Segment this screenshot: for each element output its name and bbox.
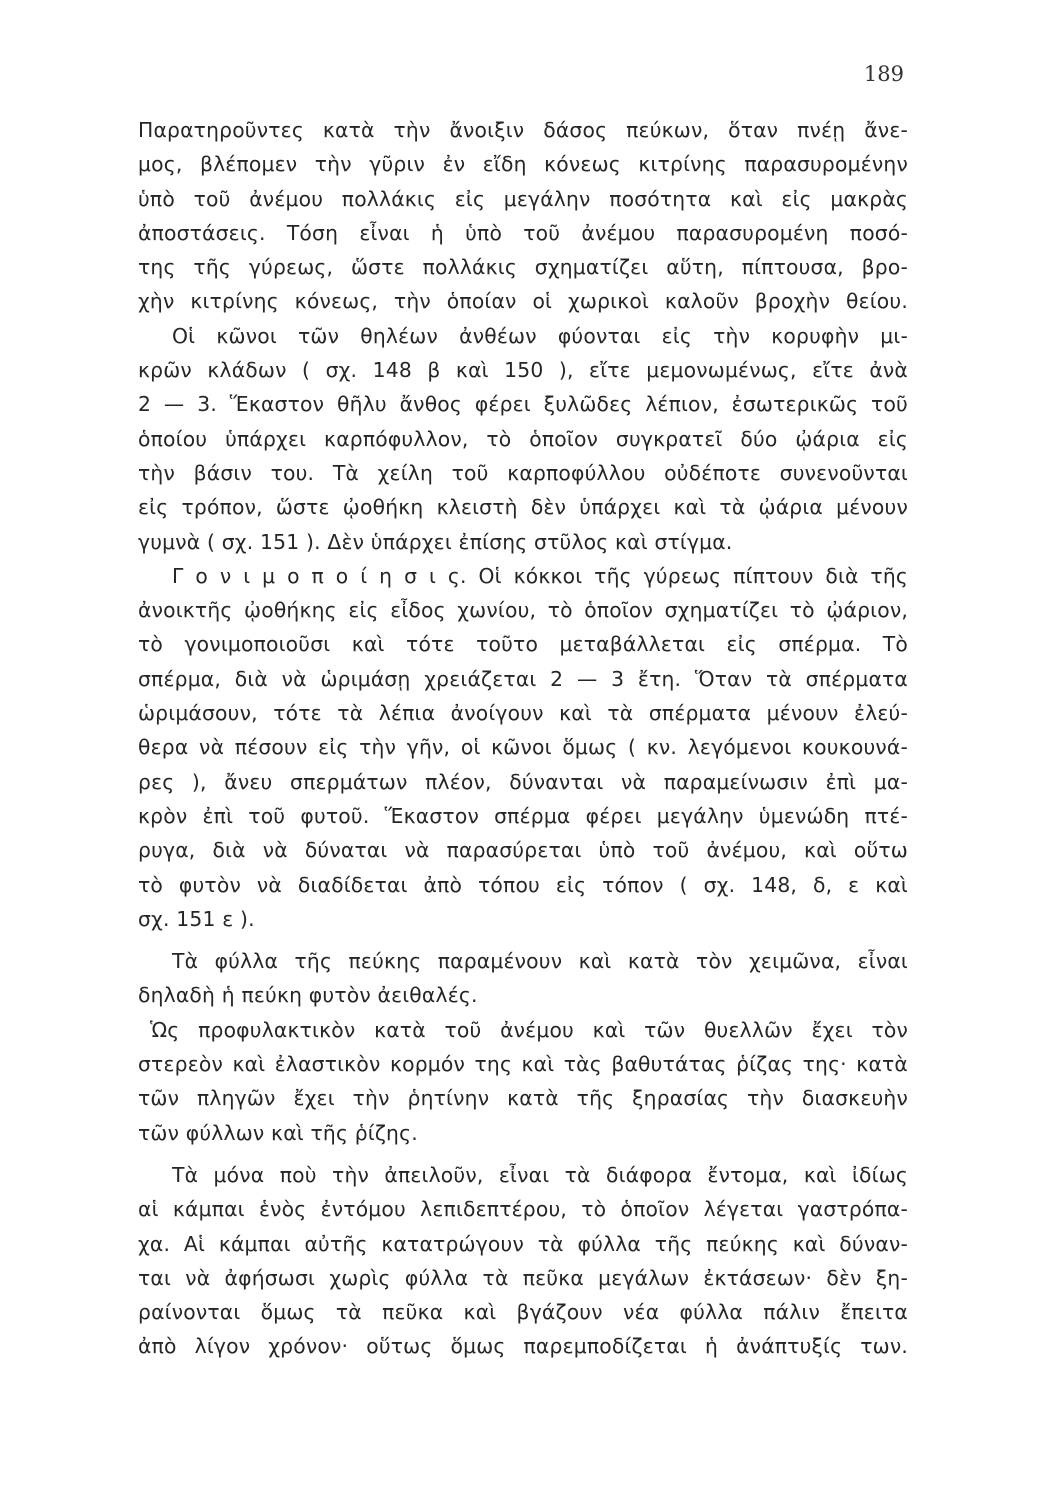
text-line: Τὰ φύλλα τῆς πεύκης παραμένουν καὶ κατὰ τὸν χειμῶνα, εἶναι bbox=[172, 949, 908, 974]
text-line: αἱ κάμπαι ἑνὸς ἐντόμου λεπιδεπτέρου, τὸ ὁποῖον λέγεται γαστρόπα- bbox=[138, 1197, 908, 1222]
text-line: ἀποστάσεις. Τόση εἶναι ἡ ὑπὸ τοῦ ἀνέμου παρασυρομένη ποσό- bbox=[138, 220, 908, 245]
text-line: 2 — 3. Ἕκαστον θῆλυ ἄνθος φέρει ξυλῶδες λέπιον, ἐσωτερικῶς τοῦ bbox=[138, 392, 908, 417]
text-line: ρυγα, διὰ νὰ δύναται νὰ παρασύρεται ὑπὸ τοῦ ἀνέμου, καὶ οὕτω bbox=[138, 838, 908, 863]
text-line: κρὸν ἐπὶ τοῦ φυτοῦ. Ἕκαστον σπέρμα φέρει μεγάλην ὑμενώδη πτέ- bbox=[138, 803, 908, 828]
text-line: Παρατηροῦντες κατὰ τὴν ἄνοιξιν δάσος πεύκων, ὅταν πνέῃ ἄνε- bbox=[138, 118, 908, 142]
text-line: ὑπὸ τοῦ ἀνέμου πολλάκις εἰς μεγάλην ποσότητα καὶ εἰς μακρὰς bbox=[138, 186, 908, 211]
text-line: τὸ γονιμοποιοῦσι καὶ τότε τοῦτο μεταβάλλεται εἰς σπέρμα. Τὸ bbox=[138, 632, 908, 657]
text-line: τὴν βάσιν του. Τὰ χείλη τοῦ καρποφύλλου οὐδέποτε συνενοῦνται bbox=[138, 460, 908, 485]
text-line: ἀπὸ λίγον χρόνον· οὕτως ὅμως παρεμποδίζεται ἡ ἀνάπτυξίς των. bbox=[138, 1334, 908, 1359]
text-line: ραίνονται ὅμως τὰ πεῦκα καὶ βγάζουν νέα φύλλα πάλιν ἔπειτα bbox=[138, 1300, 908, 1325]
text-line: ἀνοικτῆς ᾠοθήκης εἰς εἶδος χωνίου, τὸ ὁποῖον σχηματίζει τὸ ᾠάριον, bbox=[138, 598, 908, 623]
text-line: εἰς τρόπον, ὥστε ᾠοθήκη κλειστὴ δὲν ὑπάρχει καὶ τὰ ᾠάρια μένουν bbox=[138, 495, 908, 520]
page-number: 189 bbox=[863, 62, 904, 86]
text-line: Γ ο ν ι μ ο π ο ί η σ ι ς. Οἱ κόκκοι τῆς γύρεως πίπτουν διὰ τῆς bbox=[172, 563, 908, 588]
text-line: θερα νὰ πέσουν εἰς τὴν γῆν, οἱ κῶνοι ὅμως ( κν. λεγόμενοι κουκουνά- bbox=[138, 735, 908, 760]
text-line: χα. Αἱ κάμπαι αὐτῆς κατατρώγουν τὰ φύλλα τῆς πεύκης καὶ δύναν- bbox=[138, 1231, 908, 1256]
text-line: ὁποίου ὑπάρχει καρπόφυλλον, τὸ ὁποῖον συγκρατεῖ δύο ᾠάρια εἰς bbox=[138, 426, 908, 451]
text-line: της τῆς γύρεως, ὥστε πολλάκις σχηματίζει αὕτη, πίπτουσα, βρο- bbox=[138, 255, 908, 280]
text-line: σπέρμα, διὰ νὰ ὡριμάσῃ χρειάζεται 2 — 3 ἔτη. Ὅταν τὰ σπέρματα bbox=[138, 666, 908, 691]
text-line: μος, βλέπομεν τὴν γῦριν ἐν εἴδη κόνεως κιτρίνης παρασυρομένην bbox=[138, 152, 908, 177]
text-line: τῶν φύλλων καὶ τῆς ῥίζης. bbox=[138, 1120, 418, 1145]
text-line: ται νὰ ἀφήσωσι χωρὶς φύλλα τὰ πεῦκα μεγάλων ἐκτάσεων· δὲν ξη- bbox=[138, 1265, 908, 1290]
text-line: γυμνὰ ( σχ. 151 ). Δὲν ὑπάρχει ἐπίσης στῦλος καὶ στίγμα. bbox=[138, 529, 733, 554]
text-line: τῶν πληγῶν ἔχει τὴν ῥητίνην κατὰ τῆς ξηρασίας τὴν διασκευὴν bbox=[138, 1086, 908, 1111]
text-line: ὡριμάσουν, τότε τὰ λέπια ἀνοίγουν καὶ τὰ σπέρματα μένουν ἐλεύ- bbox=[138, 701, 908, 726]
text-line: στερεὸν καὶ ἐλαστικὸν κορμόν της καὶ τὰς βαθυτάτας ῥίζας της· κατὰ bbox=[138, 1052, 908, 1077]
text-line: σχ. 151 ε ). bbox=[138, 906, 255, 931]
text-line: Ὡς προφυλακτικὸν κατὰ τοῦ ἀνέμου καὶ τῶν θυελλῶν ἔχει τὸν bbox=[150, 1017, 908, 1042]
text-line: Τὰ μόνα ποὺ τὴν ἀπειλοῦν, εἶναι τὰ διάφορα ἔντομα, καὶ ἰδίως bbox=[172, 1162, 908, 1187]
text-line: Οἱ κῶνοι τῶν θηλέων ἀνθέων φύονται εἰς τὴν κορυφὴν μι- bbox=[172, 323, 908, 348]
text-line: χὴν κιτρίνης κόνεως, τὴν ὁποίαν οἱ χωρικοὶ καλοῦν βροχὴν θείου. bbox=[138, 289, 908, 314]
text-line: ρες ), ἄνευ σπερμάτων πλέον, δύνανται νὰ παραμείνωσιν ἐπὶ μα- bbox=[138, 769, 908, 794]
text-line: δηλαδὴ ἡ πεύκη φυτὸν ἀειθαλές. bbox=[138, 983, 478, 1008]
text-line: κρῶν κλάδων ( σχ. 148 β καὶ 150 ), εἴτε μεμονωμένως, εἴτε ἀνὰ bbox=[138, 358, 908, 383]
text-line: τὸ φυτὸν νὰ διαδίδεται ἀπὸ τόπου εἰς τόπον ( σχ. 148, δ, ε καὶ bbox=[138, 872, 908, 897]
body-text bbox=[138, 113, 908, 1364]
